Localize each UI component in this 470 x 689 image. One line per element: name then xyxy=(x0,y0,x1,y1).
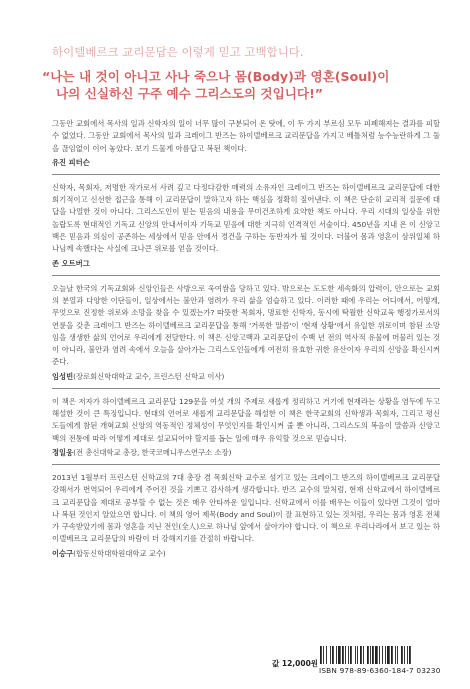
endorsement-1 xyxy=(52,118,440,168)
author-name: 존 오트버그 xyxy=(52,258,90,268)
author-name: 이승구 xyxy=(52,548,74,558)
author-affiliation: (합동신학대학원대학교 교수) xyxy=(73,548,166,558)
headline-quote xyxy=(42,68,442,102)
intro-line: 하이델베르크 교리문답은 이렇게 믿고 고백합니다. xyxy=(52,45,304,59)
endorsements xyxy=(52,118,440,559)
header xyxy=(42,44,442,102)
endorsement-author xyxy=(52,548,440,559)
quote-line-1: “나는 내 것이 아니고 사나 죽으나 몸(Body)과 영혼(Soul)이 xyxy=(42,69,390,84)
barcode xyxy=(319,646,444,664)
author-affiliation: (장로회신학대학교 교수, 프린스턴 신학교 이사) xyxy=(73,371,225,381)
endorsement-text: 신학자, 목회자, 저명한 작가로서 사려 깊고 다정다감한 매력의 소유자인 크레이그 반즈는 하이델베르크 교리문답에 대한 회기적이고 신선한 접근을 통해 이 교리문답이 말하고자 하는 핵심을 정확히 짚어낸다. 이 책은 단순히 교리적 질문에 대답을 나열한 것이 아니다. 그리스도인이 믿는 믿음의 내용을 무미건조하게 요약한 책도 아니다. 우리 시대의 일상을 위한 놀랍도록 현대적인 기독교 신앙의 안내서이자 기독교 믿음에 대한 지극히 인격적인 서술이다. 450년을 지내 온 이 신앙고백은 믿음과 의심이 공존하는 세상에서 믿음 안에서 경건을 구하는 동반자가 될 것이다. 더불어 몸과 영혼이 삼위일체 하나님께 속했다는 사실에 크나큰 위로를 얻을 것이다. xyxy=(52,182,440,254)
endorsement-text: 오늘날 한국의 기독교회와 신앙인들은 사방으로 욱여쌈을 당하고 있다. 밖으로는 도도한 세속화의 압력이, 안으로는 교회의 분열과 다양한 이단들이, 일상에서는 불안과 염려가 우리 삶을 엄습하고 있다. 이러한 때에 우리는 어디에서, 어떻게, 무엇으로 진정한 위로와 소망을 찾을 수 있겠는가? 따뜻한 목회자, 명료한 신학자, 동시에 탁월한 신학교육 행정가로서의 연륜을 갖춘 크레이그 반즈는 하이델베르크 교리문답을 통해 '거룩한 말씀'이 '현재 상황'에서 유일한 위로이며 참된 소망임을 생생한 삶의 언어로 우리에게 전달한다. 이 책은 신앙고백과 교리문답이 수백 년 전의 역사적 유물에 머물러 있는 것이 아니라, 불안과 염려 속에서 오늘을 살아가는 그리스도인들에게 여전히 유효한 귀한 유산이자 우리의 신앙을 확신시켜 준다. xyxy=(52,283,440,367)
price-label: 값 12,000원 xyxy=(272,659,319,668)
endorsement-text: 2013년 1월부터 프린스턴 신학교의 7대 총장 겸 목회신학 교수로 섬기고 있는 크레이그 반즈의 하이델베르크 교리문답 강해서가 번역되어 우리에게 주어진 것을 기쁘고 감사하게 생각합니다. 반즈 교수의 말처럼, 현재 신학교에서 하이델베르크 교리문답을 제대로 공부할 수 없는 것은 매우 안타까운 일입니다. 신학교에서 이를 배우는 이들이 있다면 그것이 얼마나 복된 것인지 알았으면 합니다. 이 책의 영어 제목(Body and Soul)이 잘 표현하고 있는 것처럼, 우리는 몸과 영혼 전체가 구속받았기에 몸과 영혼을 지닌 전인(全人)으로 하나님 앞에서 살아가야 합니다. 이 책으로 우리나라에서 보고 있는 하이델베르크 교리문답의 바람이 더 강해지기를 간절히 바랍니다. xyxy=(52,472,440,544)
divider xyxy=(52,275,440,276)
divider xyxy=(52,388,440,389)
footer xyxy=(0,646,470,686)
endorsement-5 xyxy=(52,472,440,559)
endorsement-author xyxy=(52,157,440,168)
endorsement-author xyxy=(52,371,440,382)
author-affiliation: (전 총신대학교 총장, 한국코메니우스연구소 소장) xyxy=(73,447,232,457)
author-name: 정일웅 xyxy=(52,447,74,457)
endorsement-author xyxy=(52,447,440,458)
author-name: 임성빈 xyxy=(52,371,74,381)
isbn-label: ISBN 978-89-6360-184-7 03230 xyxy=(319,666,441,675)
endorsement-text: 이 책은 저자가 하이델베르크 교리문답 129문을 여섯 개의 주제로 새롭게 정리하고 거기에 현재라는 상황을 염두에 두고 해설한 것이 큰 특징입니다. 현대의 언어로 새롭게 교리문답을 해설한 이 책은 한국교회의 신학생과 목회자, 그리고 평신도들에게 참된 개혁교회 신앙의 역동적인 정체성이 무엇인지를 확인시켜 줄 뿐 아니라, 그리스도의 복음이 말씀과 신앙고백의 전통에 따라 어떻게 제대로 설교되어야 할지를 돕는 일에 매우 유익할 것으로 믿습니다. xyxy=(52,396,440,443)
endorsement-2 xyxy=(52,182,440,269)
endorsement-3 xyxy=(52,283,440,382)
endorsement-text: 그동안 교회에서 목사의 일과 신학자의 일이 너무 많이 구분되어 온 탓에, 이 두 가지 부르심 모두 피폐해져는 결과를 피할 수 없었다. 그동안 교회에서 목사의 일과 크레이그 반즈는 하이델베르크 교리문답을 가지고 베틀처럼 능수능란하게 그 둘을 끊임없이 이어 놓았다. 보기 드물게 아름답고 복된 책이다. xyxy=(52,119,440,153)
quote-line-2: 나의 신실하신 구주 예수 그리스도의 것입니다!” xyxy=(56,86,324,101)
endorsement-author xyxy=(52,258,440,269)
divider xyxy=(52,464,440,465)
divider xyxy=(52,174,440,175)
endorsement-4 xyxy=(52,396,440,458)
author-name: 유진 피터슨 xyxy=(52,157,90,167)
